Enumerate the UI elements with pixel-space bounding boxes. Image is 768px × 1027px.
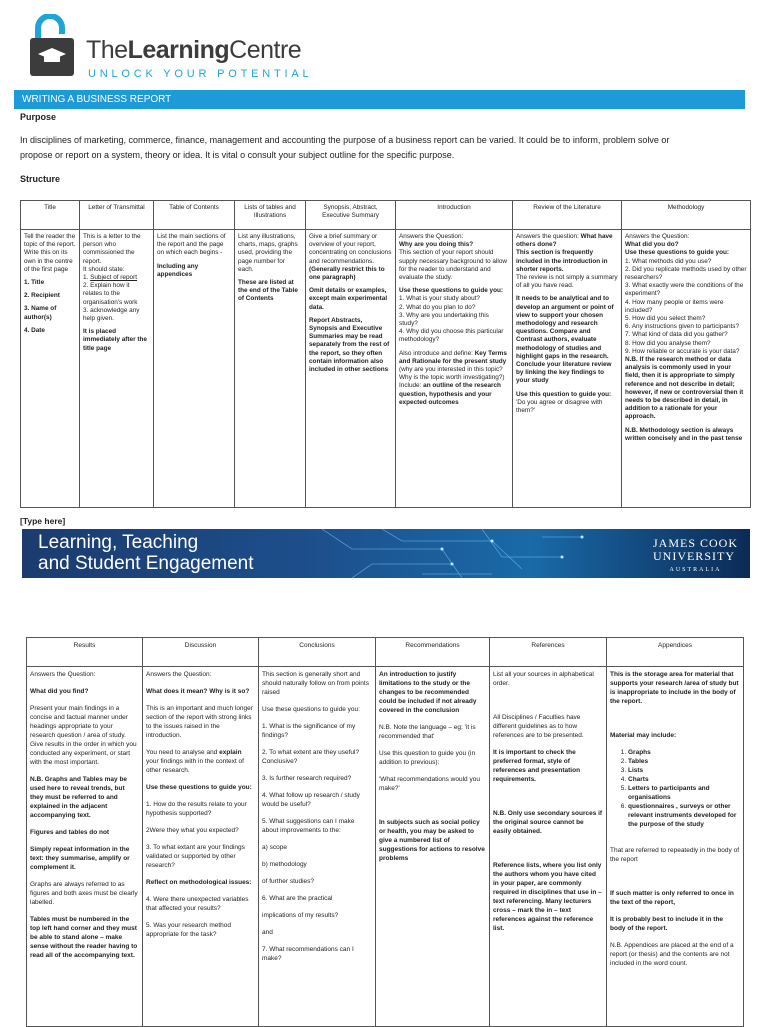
table-cell: An introduction to justify limitations to the study or the changes to be recommended could be included if not already covered in the conclusion N.B. Note the language – eg: 'it is recommended that' Use this question to guide you (in addition to previous): 'What recommendations would you make?' In subjects such as social policy or health, you may be asked to give a numbered list of suggestions for actions to resolve problems	[376, 667, 490, 1027]
column-header: Results	[27, 638, 143, 667]
table-header-row	[27, 638, 744, 667]
column-header: Title	[21, 201, 80, 230]
table-cell: Answers the Question: What does it mean? Why is it so? This is an important and much longer section of the report with strong links to the issues raised in the introduction. You need to analyse and explain your findings with in the context of other research. Use these questions to guide you: 1. How do the results relate to your hypothesis supported? 2Were they what you expected? 3. To what extant are your findings validated or supported by other research? Reflect on methodological issues: 4. Were there unexpected variables that affected your results? 5. Was your research method appropriate for the task?	[143, 667, 259, 1027]
table-cell: List the main sections of the report and the page on which each begins - Including any appendices	[154, 230, 235, 508]
column-header: Lists of tables and Illustrations	[235, 201, 306, 230]
table-cell: This section is generally short and should naturally follow on from points raised Use these questions to guide you: 1. What is the significance of my findings? 2. To what extent are they useful? Conclusive? 3. Is further research required? 4. What follow up research / study would be useful? 5. What suggestions can I make about improvements to the: a) scope b) methodology of further studies? 6. What are the practical implications of my results? and 7. What recommendations can I make?	[259, 667, 376, 1027]
column-header: References	[490, 638, 607, 667]
column-header: Recommendations	[376, 638, 490, 667]
banner-title: Learning, Teaching and Student Engagement	[38, 532, 254, 574]
column-header: Letter of Transmittal	[80, 201, 154, 230]
column-header: Introduction	[396, 201, 513, 230]
placeholder-text: [Type here]	[20, 516, 66, 526]
table-cell: Answers the question: What have others done? This section is frequently included in the introduction in shorter reports. The review is not simply a summary of all you have read. It needs to be analytical and to develop an argument or point of view to support your chosen methodology and research questions. Compare and Contrast authors, evaluate methodology of studies and highlight gaps in the research. Conclude your literature review by linking the key findings to your study Use this question to guide you: 'Do you agree or disagree with them?'	[513, 230, 622, 508]
table-cell: Tell the reader the topic of the report. Write this on its own in the centre of the first page 1. Title 2. Recipient 3. Name of author(s) 4. Date	[21, 230, 80, 508]
brand-name: TheLearningCentre	[86, 36, 302, 64]
structure-table-1	[20, 200, 751, 508]
purpose-text-line-2: propose or report on a system, theory or idea. It is vital o consult your subject outline for the specific purpose.	[20, 150, 455, 160]
table-cell: Answers the Question: What did you find? Present your main findings in a concise and factual manner under headings appropriate to your research question / area of study. Give results in the order in which you conducted any experiment, or start with the most important. N.B. Graphs and Tables may be used here to reveal trends, but they must be referred to and explained in the adjacent accompanying text. Figures and tables do not Simply repeat information in the text: they summarise, amplify or complement it. Graphs are always referred to as figures and both axes must be clearly labelled. Tables must be numbered in the top left hand corner and they must be able to stand alone – make sense without the reader having to read all of the accompanying text.	[27, 667, 143, 1027]
column-header: Review of the Literature	[513, 201, 622, 230]
table-cell: Give a brief summary or overview of your report, concentrating on conclusions and recommendations. (Generally restrict this to one paragraph) Omit details or examples, except main experimental data. Report Abstracts, Synopsis and Executive Summaries may be read separately from the rest of the report, so they often contain information also included in other sections	[306, 230, 396, 508]
table-cell: Answers the Question: Why are you doing this? This section of your report should supply necessary background to allow for the reader to understand and evaluate the study. Use these questions to guide you: 1. What is your study about? 2. What do you plan to do? 3. Why are you undertaking this study? 4. Why did you choose this particular methodology? Also introduce and define: Key Terms and Rationale for the present study (why are you interested in this topic? Why is the topic worth investigating?) Include: an outline of the research question, hypothesis and your expected outcomes	[396, 230, 513, 508]
table-cell: List any illustrations, charts, maps, graphs used, providing the page number for each. These are listed at the end of the Table of Contents	[235, 230, 306, 508]
jcu-logo: JAMES COOK UNIVERSITY AUSTRALIA	[652, 536, 738, 573]
table-cell: This is a letter to the person who commissioned the report. It should state: 1. Subject of report 2. Explain how it relates to the organisation's work 3. acknowledge any help given. It is placed immediately after the title page	[80, 230, 154, 508]
table-cell: This is the storage area for material that supports your research /area of study but is inappropriate to include in the body of the report. Material may include: 1. Graphs 2. Tables 3. Lists 4. Charts 5. Letters to participants and organisations 6. questionnaires , surveys or other relevant instruments developed for the purpose of the study That are referred to repeatedly in the body of the report If such matter is only referred to once in the text of the report, It is probably best to include it in the body of the report. N.B. Appendices are placed at the end of a report (or thesis) and the contents are not included in the word count.	[607, 667, 744, 1027]
brand-tagline: UNLOCK YOUR POTENTIAL	[88, 68, 313, 80]
column-header: Discussion	[143, 638, 259, 667]
table-row	[27, 667, 744, 1027]
column-header: Table of Contents	[154, 201, 235, 230]
table-cell: Answers the Question: What did you do? Use these questions to guide you: 1. What methods did you use? 2. Did you replicate methods used by other researchers? 3. What exactly were the conditions of the experiment? 4. How many people or items were included? 5. How did you select them? 6. Any instructions given to participants? 7. What kind of data did you gather? 8. How did you analyse them? 9. How reliable or accurate is your data? N.B. If the research method or data analysis is commonly used in your field, then it is appropriate to simply reference and not describe in detail; however, if new or controversial then it needs to be described in detail, in addition to a rationale for your approach. N.B. Methodology section is always written concisely and in the past tense	[622, 230, 751, 508]
purpose-heading: Purpose	[20, 112, 57, 122]
table-cell: List all your sources in alphabetical order. All Disciplines / Faculties have different guidelines as to how references are to be presented. It is important to check the preferred format, style of references and presentation requirements. N.B. Only use secondary sources if the original source cannot be easily obtained. Reference lists, where you list only the authors whom you have cited in your paper, are commonly required in disciplines that use in – text referencing. Many lecturers cross – mark the in – text references against the reference list.	[490, 667, 607, 1027]
padlock-icon	[28, 14, 80, 80]
column-header: Appendices	[607, 638, 744, 667]
jcu-banner	[22, 529, 750, 578]
section-title-bar: WRITING A BUSINESS REPORT	[14, 90, 745, 109]
table-row	[21, 230, 751, 508]
column-header: Synopsis, Abstract, Executive Summary	[306, 201, 396, 230]
table-header-row	[21, 201, 751, 230]
structure-heading: Structure	[20, 174, 61, 184]
column-header: Methodology	[622, 201, 751, 230]
structure-table-2	[26, 637, 744, 1027]
purpose-text-line-1: In disciplines of marketing, commerce, finance, management and accounting the purpose of a business report can be varied. It could be to inform, problem solve or	[20, 135, 670, 145]
column-header: Conclusions	[259, 638, 376, 667]
learning-centre-logo	[28, 14, 313, 84]
